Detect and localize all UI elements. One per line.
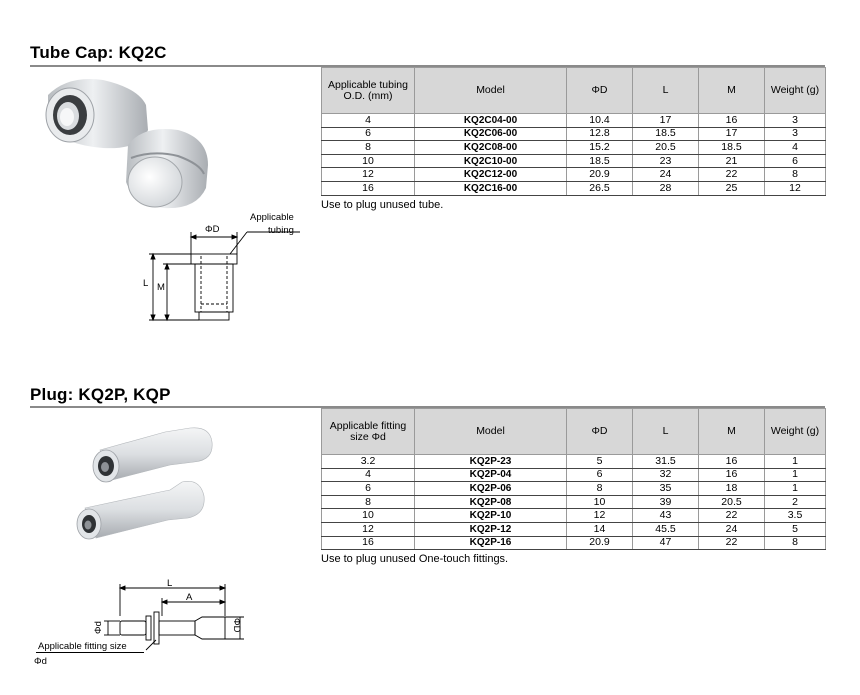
table-row: 12 KQ2C12-00 20.9 24 22 8 xyxy=(322,168,826,182)
table-row: 8 KQ2C08-00 15.2 20.5 18.5 4 xyxy=(322,141,826,155)
tube-cap-drawing-l-label: L xyxy=(143,278,149,289)
plug-drawing-phid-bottom-label: Φd xyxy=(34,656,47,667)
tube-cap-photo xyxy=(28,70,213,215)
table-row: 8 KQ2P-08 10 39 20.5 2 xyxy=(322,495,826,509)
table-row: 6 KQ2P-06 8 35 18 1 xyxy=(322,482,826,496)
table-row: 12 KQ2P-12 14 45.5 24 5 xyxy=(322,522,826,536)
header-m: M xyxy=(699,68,765,114)
header-fitting-size: Applicable fitting size Φd xyxy=(322,409,415,455)
table-row: 3.2 KQ2P-23 5 31.5 16 1 xyxy=(322,455,826,469)
plug-drawing-leader-line xyxy=(36,652,144,653)
header-l: L xyxy=(633,409,699,455)
table-row: 10 KQ2C10-00 18.5 23 21 6 xyxy=(322,154,826,168)
plug-drawing-phid-small-label: Φd xyxy=(93,621,104,634)
tube-cap-drawing-m-label: M xyxy=(157,282,165,293)
plug-spec-table xyxy=(321,408,826,550)
tube-cap-spec-table xyxy=(321,67,826,196)
header-phid: ΦD xyxy=(567,68,633,114)
table-row: 6 KQ2C06-00 12.8 18.5 17 3 xyxy=(322,127,826,141)
header-model: Model xyxy=(415,409,567,455)
tube-cap-drawing-tubing-label: tubing xyxy=(268,225,294,236)
plug-title: Plug: KQ2P, KQP xyxy=(30,385,171,404)
plug-drawing-a-label: A xyxy=(186,592,193,603)
header-l: L xyxy=(633,68,699,114)
plug-note: Use to plug unused One-touch fittings. xyxy=(321,553,509,565)
plug-drawing-l-label: L xyxy=(167,578,173,589)
tube-cap-title: Tube Cap: KQ2C xyxy=(30,43,167,62)
header-weight: Weight (g) xyxy=(765,409,826,455)
tube-cap-drawing-phid-label: ΦD xyxy=(205,224,220,235)
table-row: 16 KQ2P-16 20.9 47 22 8 xyxy=(322,536,826,550)
table-row: 4 KQ2C04-00 10.4 17 16 3 xyxy=(322,114,826,128)
plug-drawing-fitting-label: Applicable fitting size xyxy=(38,641,127,652)
table-row: 10 KQ2P-10 12 43 22 3.5 xyxy=(322,509,826,523)
tube-cap-note: Use to plug unused tube. xyxy=(321,199,444,211)
header-model: Model xyxy=(415,68,567,114)
table-row: 4 KQ2P-04 6 32 16 1 xyxy=(322,468,826,482)
header-phid: ΦD xyxy=(567,409,633,455)
plug-drawing-phid-big-label: ΦD xyxy=(231,618,242,633)
header-m: M xyxy=(699,409,765,455)
tube-cap-drawing-applicable-label: Applicable xyxy=(250,212,294,223)
header-tubing-od: Applicable tubing O.D. (mm) xyxy=(322,68,415,114)
plug-photo xyxy=(70,420,220,550)
table-row: 16 KQ2C16-00 26.5 28 25 12 xyxy=(322,181,826,195)
header-weight: Weight (g) xyxy=(765,68,826,114)
